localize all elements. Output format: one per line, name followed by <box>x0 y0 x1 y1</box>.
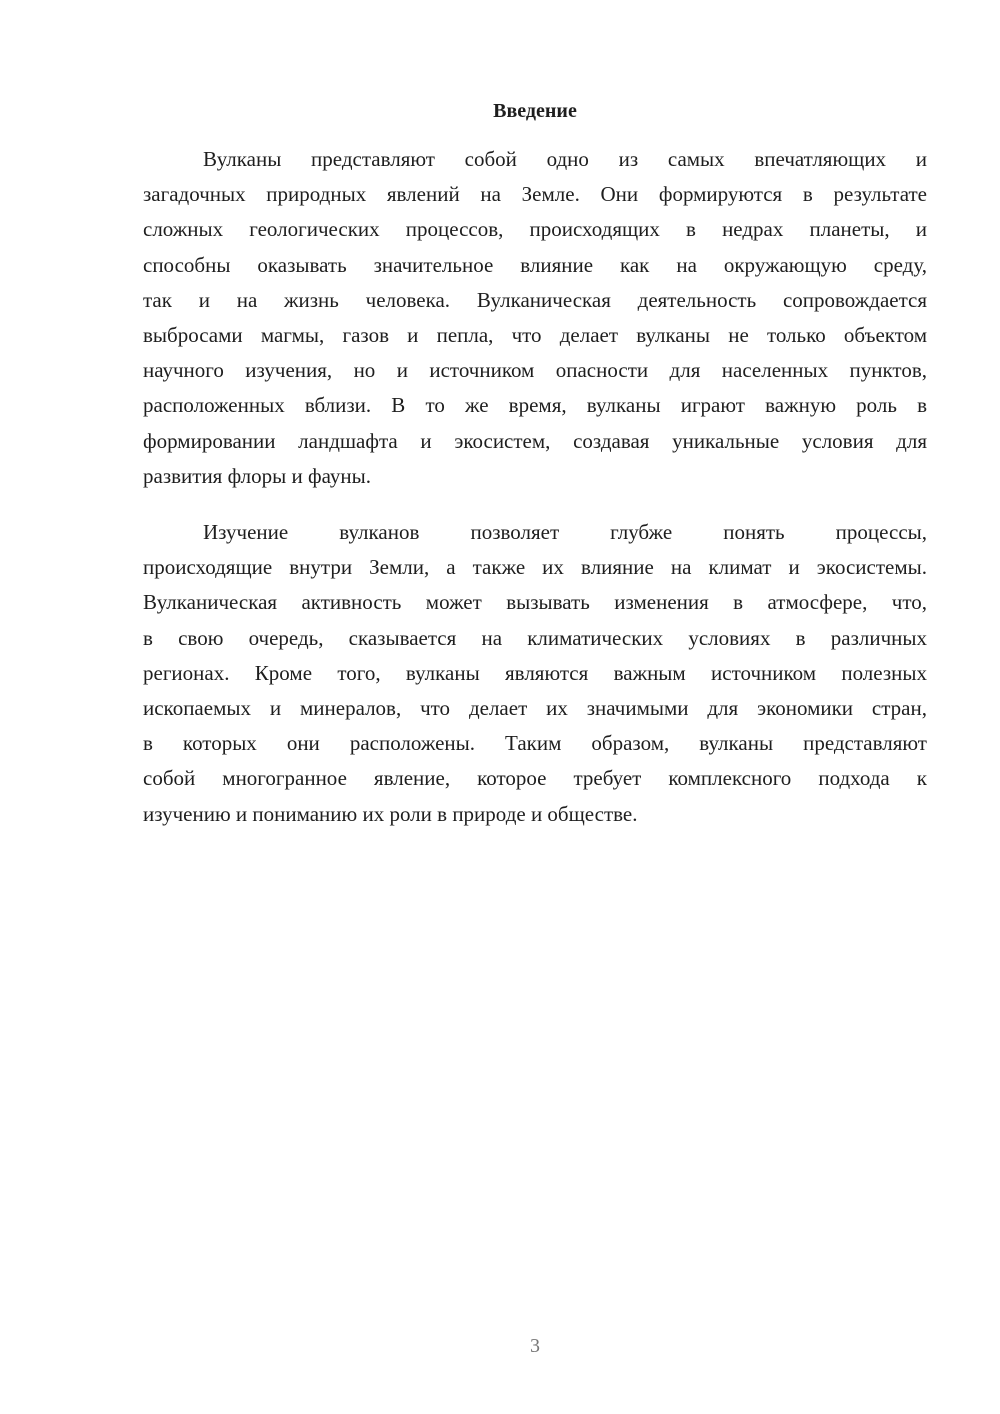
text-line: Вулканическая активность может вызывать изменения в атмосфере, что, <box>143 590 927 615</box>
text-line: Изучение вулканов позволяет глубже понять процессы, <box>203 520 927 544</box>
text-line: загадочных природных явлений на Земле. Они формируются в результате <box>143 182 927 207</box>
text-line: ископаемых и минералов, что делает их значимыми для экономики стран, <box>143 695 927 720</box>
text-line: сложных геологических процессов, происходящих в недрах планеты, и <box>143 217 927 242</box>
text-line: собой многогранное явление, которое требует комплексного подхода к <box>143 766 927 791</box>
text-line: формировании ландшафта и экосистем, создавая уникальные условия для <box>143 428 927 453</box>
text-line: Вулканы представляют собой одно из самых впечатляющих и <box>203 147 927 171</box>
text-line: развития флоры и фауны. <box>143 463 371 488</box>
text-line: научного изучения, но и источником опасности для населенных пунктов, <box>143 358 927 383</box>
text-line: способны оказывать значительное влияние как на окружающую среду, <box>143 252 927 277</box>
text-line: в свою очередь, сказывается на климатических условиях в различных <box>143 625 927 650</box>
section-heading: Введение <box>493 100 577 122</box>
text-line: происходящие внутри Земли, а также их влияние на климат и экосистемы. <box>143 555 927 580</box>
paragraph-1 <box>143 142 927 494</box>
text-line: в которых они расположены. Таким образом, вулканы представляют <box>143 731 927 756</box>
page-number: 3 <box>530 1335 540 1357</box>
paragraph-2 <box>143 515 927 832</box>
text-line: изучению и пониманию их роли в природе и обществе. <box>143 801 638 826</box>
text-line: регионах. Кроме того, вулканы являются важным источником полезных <box>143 660 927 685</box>
text-line: расположенных вблизи. В то же время, вулканы играют важную роль в <box>143 393 927 418</box>
text-line: так и на жизнь человека. Вулканическая деятельность сопровождается <box>143 287 927 312</box>
text-line: выбросами магмы, газов и пепла, что делает вулканы не только объектом <box>143 322 927 347</box>
